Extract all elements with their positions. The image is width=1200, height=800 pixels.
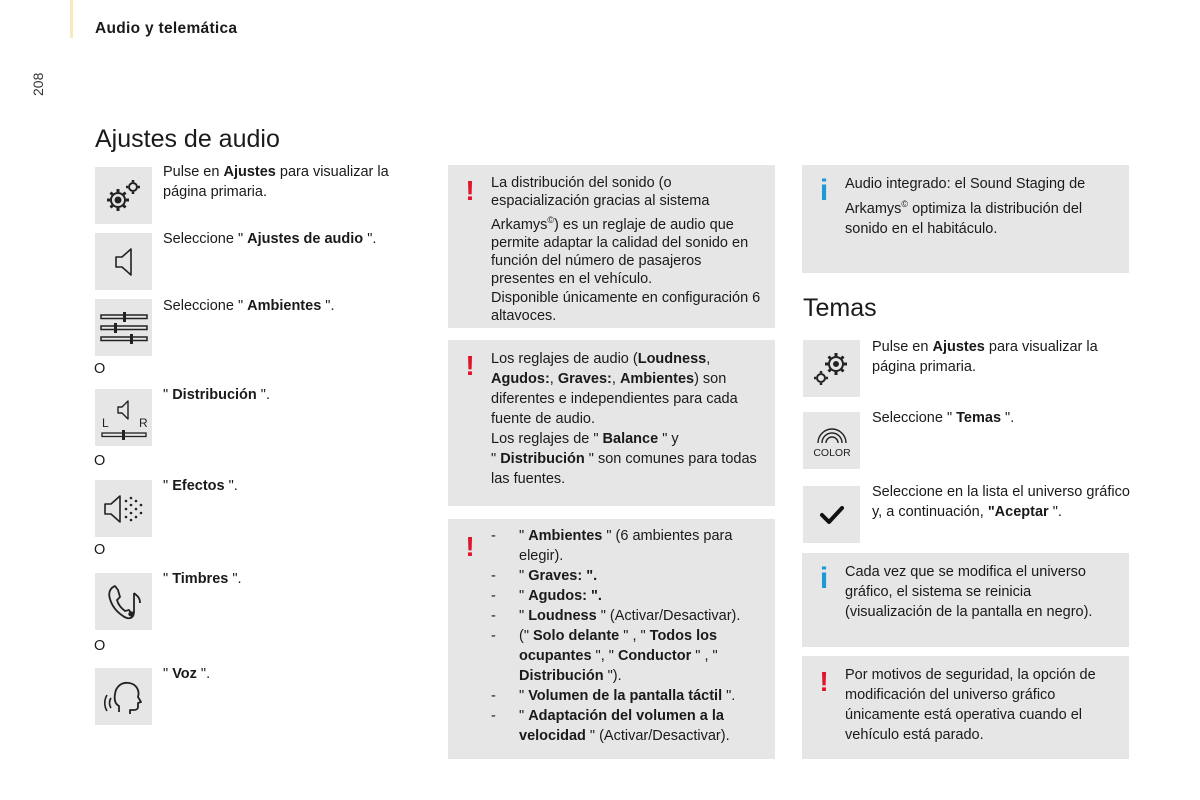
color-label: COLOR [812,446,851,459]
step-temas: Seleccione " Temas ". [872,410,1015,426]
step-audio-settings: Seleccione " Ajustes de audio ". [163,231,377,247]
themes-title: Temas [803,294,877,322]
note-text: Por motivos de seguridad, la opción de modificación del universo gráfico únicamente está operativa cuando el vehículo está parado. [845,667,1096,743]
step-ambientes: Seleccione " Ambientes ". [163,298,335,314]
step-accept-theme: Seleccione en la lista el universo gráfico y, a continuación, "Aceptar ". [872,484,1130,520]
warning-note-safety [802,656,1129,759]
settings-gears-icon [803,340,860,397]
effects-icon [95,480,152,537]
step-timbres: " Timbres ". [163,571,242,587]
step-distribucion: " Distribución ". [163,387,270,403]
list-item: - " Graves: ". [491,566,765,586]
warning-note-distribution [448,165,775,328]
or-label: O [94,542,106,558]
audio-settings-title: Ajustes de audio [95,125,280,153]
warning-icon: ! [465,531,475,562]
warning-note-audio-settings [448,340,775,506]
or-label: O [94,453,106,469]
speaker-icon [95,233,152,290]
note-text: Disponible únicamente en configuración 6 altavoces. [491,289,761,324]
list-item: - (" Solo delante " , " Todos los ocupantes ", " Conductor " , " Distribución "). [491,626,765,686]
equalizer-icon [95,299,152,356]
step-voz: " Voz ". [163,666,211,682]
left-channel-label: L [101,415,109,430]
section-header: Audio y telemática [95,20,238,37]
color-theme-icon [803,412,860,469]
step-press-settings: Pulse en Ajustes para visualizar la página primaria. [872,339,1098,375]
checkmark-icon [803,486,860,543]
list-item: - " Adaptación del volumen a la velocidad " (Activar/Desactivar). [491,706,765,746]
voice-icon [95,668,152,725]
list-item: - " Ambientes " (6 ambientes para elegir). [491,526,765,566]
step-press-settings: Pulse en Ajustes para visualizar la página primaria. [163,164,389,200]
warning-note-settings-list [448,519,775,759]
margin-bar [70,0,73,38]
list-item: - " Agudos: ". [491,586,765,606]
info-note-sound-staging [802,165,1129,273]
page-number: 208 [30,72,46,96]
note-text: Los reglajes de " Balance " y " Distribución " son comunes para todas las fuentes. [491,431,757,487]
info-icon: i [819,174,829,207]
right-channel-label: R [138,415,148,430]
ringtone-phone-icon [95,573,152,630]
or-label: O [94,361,106,377]
settings-gears-icon [95,167,152,224]
warning-icon: ! [465,175,475,206]
list-item: - " Volumen de la pantalla táctil ". [491,686,765,706]
note-text: Los reglajes de audio (Loudness, Agudos:, Graves:, Ambientes) son diferentes e independientes para cada fuente de audio. [491,351,738,427]
note-text: La distribución del sonido (o espacialización gracias al sistema Arkamys©) es un reglaje de audio que permite adaptar la calidad del sonido en función del número de pasajeros presentes en el vehículo. [491,175,749,288]
step-efectos: " Efectos ". [163,478,238,494]
list-item: - " Loudness " (Activar/Desactivar). [491,606,765,626]
warning-icon: ! [465,350,475,381]
or-label: O [94,638,106,654]
note-text: Audio integrado: el Sound Staging de Arkamys© optimiza la distribución del sonido en el habitáculo. [845,176,1086,237]
settings-list [491,526,765,746]
warning-icon: ! [819,666,829,697]
distribution-icon [95,389,152,446]
info-note-restart [802,553,1129,647]
note-text: Cada vez que se modifica el universo gráfico, el sistema se reinicia (visualización de la pantalla en negro). [845,564,1093,620]
info-icon: i [819,562,829,595]
